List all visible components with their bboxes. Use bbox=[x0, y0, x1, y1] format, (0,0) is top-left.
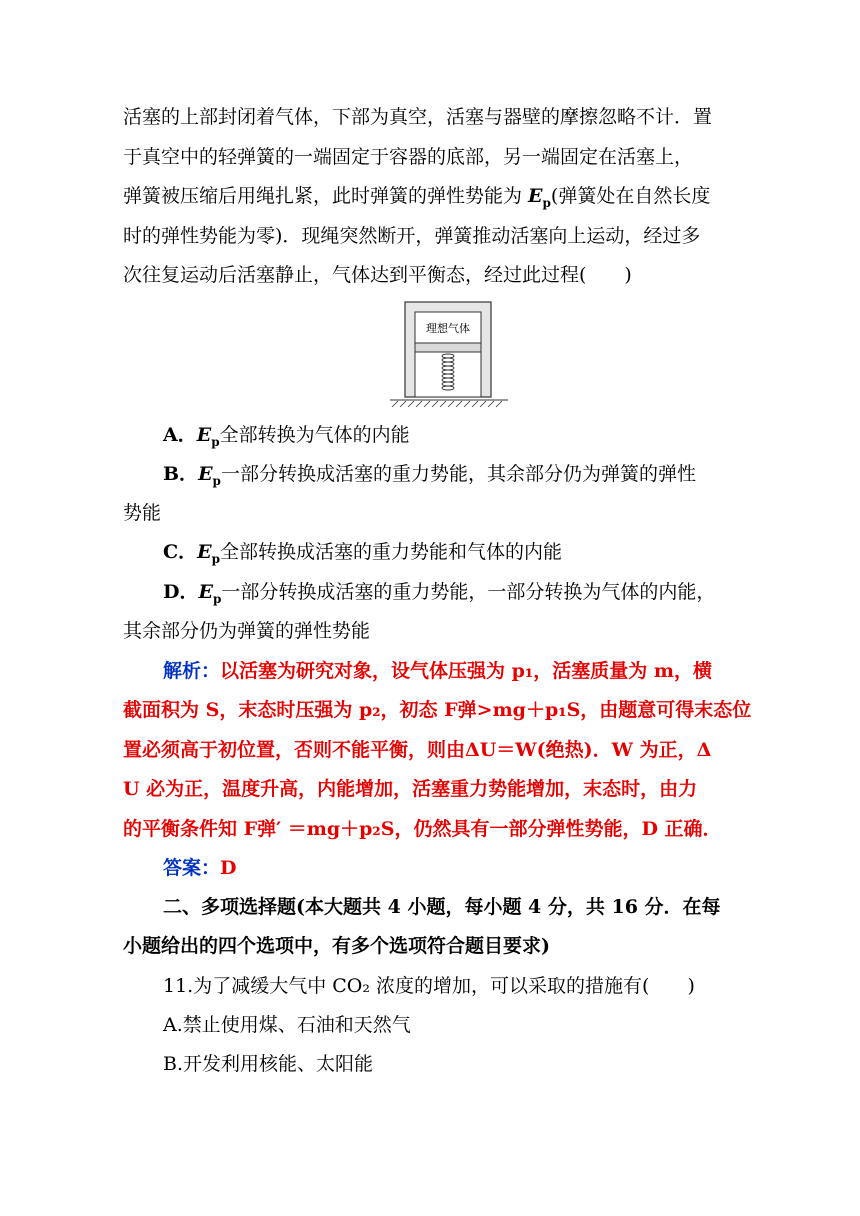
analysis-label: 解析： bbox=[163, 660, 221, 682]
option-d-label: D． bbox=[163, 581, 199, 603]
figure-caption: 理想气体 bbox=[426, 322, 470, 335]
problem-line-1: 活塞的上部封闭着气体，下部为真空，活塞与器壁的摩擦忽略不计．置 bbox=[123, 106, 713, 128]
option-b-ep: E bbox=[198, 463, 213, 485]
option-d bbox=[163, 580, 715, 611]
option-d-ep-sub: p bbox=[212, 591, 222, 606]
question-11-stem: 11.为了减缓大气中 CO₂ 浓度的增加，可以采取的措施有( ) bbox=[163, 975, 695, 997]
section-heading-line-2: 小题给出的四个选项中，有多个选项符合题目要求) bbox=[123, 935, 550, 957]
container-figure bbox=[390, 300, 510, 410]
analysis-line-4: U 必为正，温度升高，内能增加，活塞重力势能增加，末态时，由力 bbox=[123, 778, 698, 800]
analysis-line-5: 的平衡条件知 F弹′ ＝mg＋p₂S，仍然具有一部分弹性势能，D 正确． bbox=[123, 818, 722, 840]
container-diagram bbox=[390, 300, 510, 410]
option-b-continued: 势能 bbox=[123, 502, 162, 524]
problem-line-2: 于真空中的轻弹簧的一端固定于容器的底部，另一端固定在活塞上， bbox=[123, 146, 694, 168]
problem-line-3b: (弹簧处在自然长度 bbox=[550, 185, 711, 207]
section-heading-line-1: 二、多项选择题(本大题共 4 小题，每小题 4 分，共 16 分．在每 bbox=[163, 896, 721, 918]
option-c-text: 全部转换成活塞的重力势能和气体的内能 bbox=[220, 541, 563, 563]
option-b-text: 一部分转换成活塞的重力势能，其余部分仍为弹簧的弹性 bbox=[220, 463, 696, 485]
option-b bbox=[163, 462, 696, 493]
option-d-ep: E bbox=[198, 581, 213, 603]
analysis-line-1 bbox=[163, 659, 712, 683]
ep-sub: p bbox=[542, 195, 551, 210]
analysis-line-3: 置必须高于初位置，否则不能平衡，则由ΔU＝W(绝热)．W 为正，Δ bbox=[123, 739, 712, 761]
option-b-ep-sub: p bbox=[212, 473, 221, 488]
option-a-ep: E bbox=[196, 424, 212, 446]
option-a-text: 全部转换为气体的内能 bbox=[219, 424, 410, 446]
option-c-label: C． bbox=[163, 541, 198, 563]
question-11-option-a: A.禁止使用煤、石油和天然气 bbox=[163, 1014, 411, 1036]
answer-value: D bbox=[220, 857, 237, 879]
option-c bbox=[163, 540, 562, 571]
option-d-continued: 其余部分仍为弹簧的弹性势能 bbox=[123, 620, 371, 642]
answer-line bbox=[163, 856, 237, 880]
option-a bbox=[163, 423, 410, 454]
option-c-ep-sub: p bbox=[211, 551, 220, 566]
question-11-option-b: B.开发利用核能、太阳能 bbox=[163, 1053, 374, 1075]
option-b-label: B． bbox=[163, 463, 199, 485]
problem-line-4: 时的弹性势能为零)．现绳突然断开，弹簧推动活塞向上运动，经过多 bbox=[123, 225, 701, 247]
analysis-line-2: 截面积为 S，末态时压强为 p₂，初态 F弹>mg＋p₁S，由题意可得末态位 bbox=[123, 699, 752, 721]
problem-line-3a: 弹簧被压缩后用绳扎紧，此时弹簧的弹性势能为 bbox=[123, 185, 529, 207]
answer-label: 答案： bbox=[163, 857, 221, 879]
problem-line-5: 次往复运动后活塞静止，气体达到平衡态，经过此过程( ) bbox=[123, 264, 632, 286]
option-a-ep-sub: p bbox=[211, 434, 220, 449]
option-c-ep: E bbox=[197, 541, 212, 563]
problem-line-3 bbox=[123, 184, 710, 215]
ep-symbol: E bbox=[528, 185, 543, 207]
option-a-label: A． bbox=[163, 424, 197, 446]
option-d-text: 一部分转换成活塞的重力势能，一部分转换为气体的内能， bbox=[221, 581, 716, 603]
analysis-text-1: 以活塞为研究对象，设气体压强为 p₁，活塞质量为 m，横 bbox=[220, 660, 712, 682]
